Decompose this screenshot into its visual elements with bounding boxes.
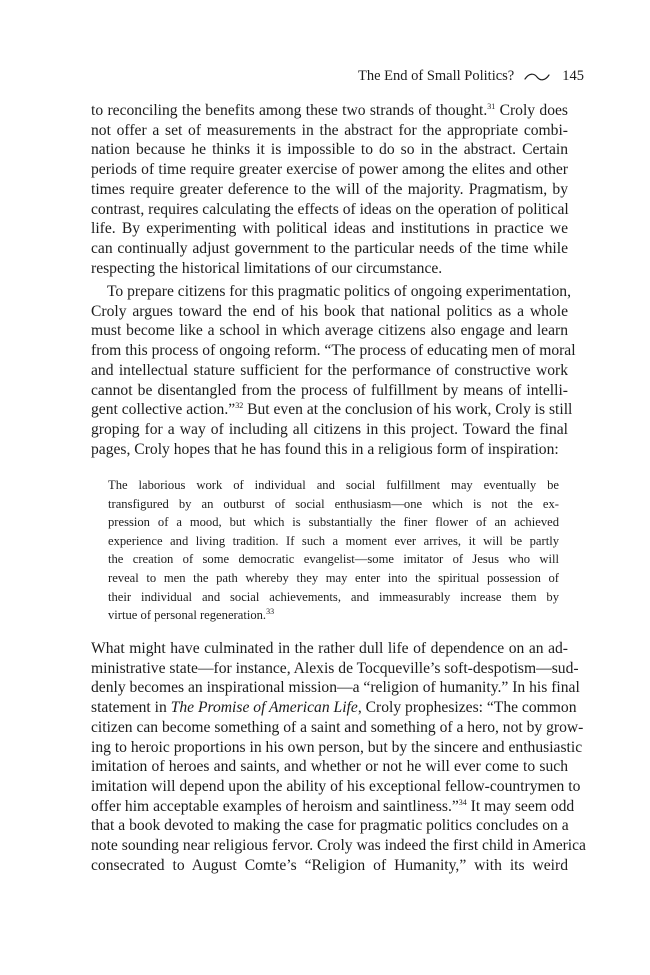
text-line: Croly argues toward the end of his book that national politics as a whole — [91, 302, 568, 320]
quote-line: transfigured by an outburst of social enthusiasm—one which is not the ex- — [108, 496, 559, 511]
text-line: to reconciling the benefits among these two strands of thought.$^{31}$ Croly does — [91, 101, 568, 119]
text-line: periods of time require greater exercise of power among the elites and other — [91, 161, 568, 179]
text-line: from this process of ongoing reform. “The process of educating men of moral — [91, 342, 576, 360]
text-line: denly becomes an inspirational mission—a “religion of humanity.” In his final — [91, 679, 580, 697]
paragraph-3 — [91, 639, 586, 875]
quote-line: virtue of personal regeneration.$^{33}$ — [108, 606, 275, 623]
text-line: not offer a set of measurements in the abstract for the appropriate combi- — [91, 121, 568, 139]
text-line: imitation of heroes and saints, and whether or not he will ever come to such — [91, 758, 568, 776]
quote-line: experience and living tradition. If such a moment ever arrives, it will be partly — [108, 533, 559, 548]
page-number: 145 — [562, 68, 584, 84]
text-line: times require greater deference to the will of the majority. Pragmatism, by — [91, 180, 568, 198]
quote-line: the creation of some democratic evangelist—some imitator of Jesus who will — [108, 552, 559, 567]
text-line: To prepare citizens for this pragmatic politics of ongoing experimentation, — [107, 283, 571, 300]
footnote-ref-34: 34 — [458, 797, 467, 807]
text-line: contrast, requires calculating the effects of ideas on the operation of political — [91, 200, 569, 218]
text-line: must become like a school in which average citizens also engage and learn — [91, 322, 568, 340]
quote-line: pression of a mood, but which is substantially the finer flower of an achieved — [108, 515, 559, 530]
quote-line: The laborious work of individual and social fulfillment may eventually be — [108, 478, 559, 492]
text-line: note sounding near religious fervor. Croly was indeed the first child in America — [91, 837, 586, 855]
text-line: respecting the historical limitations of our circumstance. — [91, 259, 443, 277]
text-line: cannot be disentangled from the process of fulfillment by means of intelli- — [91, 381, 568, 399]
running-title: The End of Small Politics? — [357, 68, 515, 84]
book-title: The Promise of American Life — [170, 699, 358, 717]
paragraph-2 — [91, 282, 576, 459]
swash-ornament-icon — [524, 71, 550, 83]
text-line: pages, Croly hopes that he has found this in a religious form of inspiration: — [91, 440, 559, 458]
running-head — [358, 68, 584, 85]
text-line: imitation will depend upon the ability of his exceptional fellow-countrymen to — [91, 777, 581, 795]
text-line: ing to heroic proportions in his own person, but by the sincere and enthusiastic — [91, 738, 583, 756]
text-line: can continually adjust government to the particular needs of the time while — [91, 239, 568, 257]
footnote-ref-31: 31 — [487, 101, 496, 111]
quote-line: reveal to men the path whereby they may enter into the spiritual possession of — [108, 570, 559, 585]
footnote-ref-33: 33 — [266, 606, 275, 616]
footnote-ref-32: 32 — [235, 401, 244, 411]
text-line: consecrated to August Comte’s “Religion of Humanity,” with its weird — [91, 856, 568, 874]
text-line: ministrative state—for instance, Alexis de Tocqueville’s soft-despotism—sud- — [91, 659, 579, 677]
text-line: gent collective action.”$^{32}$ But even at the conclusion of his work, Croly is still — [91, 401, 573, 419]
text-line: life. By experimenting with political ideas and institutions in practice we — [91, 220, 568, 238]
text-line: What might have culminated in the rather dull life of dependence on an ad- — [91, 640, 568, 657]
quote-line: their individual and social achievements, and immeasurably increase them by — [108, 589, 559, 604]
text-line: groping for a way of including all citizens in this project. Toward the final — [91, 420, 568, 438]
text-line: statement in The Promise of American Life, Croly prophesizes: “The common — [91, 699, 577, 717]
text-line: offer him acceptable examples of heroism and saintliness.”$^{34}$ It may seem odd — [91, 797, 575, 815]
text-line: that a book devoted to making the case for pragmatic politics concludes on a — [91, 817, 569, 835]
text-line: citizen can become something of a saint and something of a hero, not by grow- — [91, 718, 584, 736]
block-quote — [108, 476, 559, 625]
text-line: nation because he thinks it is impossible to do so in the abstract. Certain — [91, 141, 568, 159]
paragraph-1 — [91, 101, 568, 278]
text-line: and intellectual stature sufficient for the performance of constructive work — [91, 361, 568, 379]
